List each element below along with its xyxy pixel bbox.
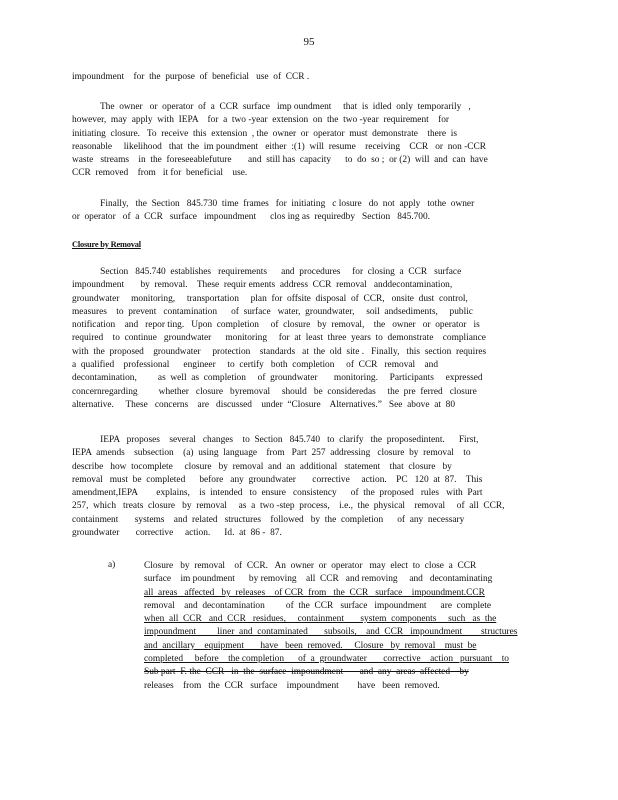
page-number: 95 [303,36,315,48]
text-line: The owner or operator of a CCR surface imp oundment that is idled only temporarily , [72,102,471,112]
text-line: and ancillary equipment have been removed. Closure by removal must be [144,640,477,651]
text-line: however, may apply with IEPA for a two -year extension on the two -year requirement for [72,115,450,126]
text-line: with the proposed groundwater protection standards at the old site . Finally, this section requires [72,346,487,357]
paragraph-5 [72,434,522,540]
text-line: impoundment for the purpose of beneficial use of CCR . [72,72,310,82]
text-line: impoundment by removal. These requir ements address CCR removal anddecontamination, [72,280,453,291]
text-line: amendment,IEPA explains, is intended to ensure consistency of the proposed rules with Part [72,488,483,499]
text-line: containment systems and related structures followed by the completion of any necessary [72,514,465,525]
text-line: groundwater corrective action. Id. at 86 - 87. [72,528,282,539]
text-line: 257, which treats closure by removal as a two -step process, i.e., the physical removal of all CCR, [72,501,505,512]
text-line: waste streams in the foreseeablefuture and still has capacity to do so ; or (2) will and can have [72,155,488,166]
text-line: Section 845.740 establishes requirements and procedures for closing a CCR surface [72,267,462,277]
text-line: releases from the CCR surface impoundment have been removed. [144,680,440,691]
text-line: a qualified professional engineer to certify both completion of CCR removal and [72,360,439,371]
subsection-label: a) [108,560,116,570]
text-line: notification and repor ting. Upon completion of closure by removal, the owner or operator is [72,320,480,331]
text-line: removal must be completed before any groundwater corrective action. PC 120 at 87. This [72,474,483,485]
text-line: alternative. These concerns are discussed under “Closure Alternatives.” See above at 80 [72,399,456,410]
text-line: concernregarding whether closure byremoval should be consideredas the pre ferred closure [72,386,477,397]
section-heading: Closure by Removal [72,240,141,249]
text-line: impoundment liner and contaminated subsoils, and CCR impoundment structures [144,627,518,638]
text-line: IEPA amends subsection (a) using language from Part 257 addressing closure by removal to [72,448,471,459]
text-line: all areas affected by releases of CCR from the CCR surface impoundment.CCR [144,587,485,598]
text-line: surface im poundment by removing all CCR and removing and decontaminating [144,574,493,585]
text-line: Finally, the Section 845.730 time frames for initiating c losure do not apply tothe owner [72,199,475,209]
paragraph-1 [72,71,522,84]
text-line: IEPA proposes several changes to Section 845.740 to clarify the proposedintent. First, [72,435,479,445]
text-line: reasonable likelihood that the im poundment either :(1) will resume receiving CCR or non -CCR [72,141,486,152]
paragraph-4 [72,266,522,412]
text-line: groundwater monitoring, transportation plan for offsite disposal of CCR, onsite dust control, [72,293,468,304]
text-line: CCR removed from it for beneficial use. [72,168,248,179]
text-line: initiating closure. To receive this extension , the owner or operator must demonstrate there is [72,128,458,139]
paragraph-3 [72,198,522,225]
text-line: removal and decontamination of the CCR surface impoundment are complete [144,600,492,611]
text-line: required to continue groundwater monitoring for at least three years to demonstrate compliance [72,333,486,344]
text-line: Closure by removal of CCR. An owner or operator may elect to close a CCR [144,561,477,571]
text-line: measures to prevent contamination of surface water, groundwater, soil andsediments, public [72,306,473,317]
text-line: describe how tocomplete closure by removal and an additional statement that closure by [72,461,452,472]
text-line: when all CCR and CCR residues, containment system components such as the [144,614,497,625]
text-line: completed before the completion of a groundwater corrective action pursuant to [144,654,509,665]
text-line: or operator of a CCR surface impoundment clos ing as requiredby Section 845.700. [72,212,431,223]
text-line: decontamination, as well as completion of groundwater monitoring. Participants expressed [72,373,483,384]
paragraph-2 [72,101,522,181]
text-line: Sub part F. the CCR in the surface impoundment and any areas affected by [144,667,469,678]
subsection-a-text [144,560,526,693]
